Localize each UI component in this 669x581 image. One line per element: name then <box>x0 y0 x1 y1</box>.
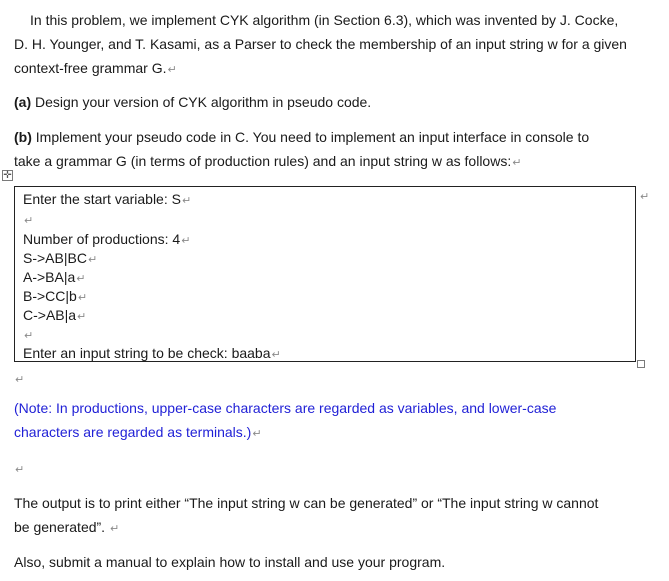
paragraph-mark-icon: ↵ <box>181 235 191 247</box>
manual-text: Also, submit a manual to explain how to install and use your program. <box>14 554 446 570</box>
intro-text-2: D. H. Younger, and T. Kasami, as a Parser to check the membership of an input string w for a given <box>14 36 627 52</box>
output-text-1: The output is to print either “The input string w can be generated” or “The input string w cannot <box>14 495 599 511</box>
part-b-label: (b) <box>14 129 32 145</box>
row-end-mark-icon: ↵ <box>640 191 650 203</box>
part-b-line1 <box>14 125 638 149</box>
paragraph-mark-icon: ↵ <box>77 311 87 323</box>
paragraph-mark-icon: ↵ <box>512 157 522 169</box>
production-line: A->BA|a↵ <box>23 269 86 285</box>
output-line1 <box>14 491 638 515</box>
paragraph-mark-icon: ↵ <box>15 464 25 476</box>
intro-paragraph-line2 <box>14 32 638 56</box>
console-example-box <box>14 186 636 362</box>
note-line2 <box>14 420 638 446</box>
manual-paragraph <box>14 550 638 574</box>
paragraph-mark-icon: ↵ <box>252 428 262 440</box>
paragraph-mark-icon: ↵ <box>87 254 98 266</box>
part-a-label: (a) <box>14 94 32 110</box>
production-line: S->AB|BC↵ <box>23 250 98 266</box>
paragraph-mark-icon: ↵ <box>24 330 34 342</box>
paragraph-mark-icon: ↵ <box>76 273 86 285</box>
part-b-text-2: take a grammar G (in terms of production rules) and an input string w as follows: <box>14 153 512 169</box>
table-move-handle-icon[interactable]: ✛ <box>3 170 12 181</box>
production-line: B->CC|b↵ <box>23 288 88 304</box>
note-text-2: characters are regarded as terminals.) <box>14 424 252 440</box>
part-b-text-1: Implement your pseudo code in C. You need to implement an input interface in console to <box>31 129 590 145</box>
note-line1 <box>14 396 638 420</box>
paragraph-mark-icon: ↵ <box>167 64 177 76</box>
table-resize-handle-icon[interactable] <box>637 360 645 368</box>
paragraph-mark-icon: ↵ <box>271 349 281 361</box>
paragraph-mark-icon: ↵ <box>77 292 88 304</box>
intro-paragraph-line3 <box>14 56 638 82</box>
paragraph-mark-icon: ↵ <box>15 374 25 386</box>
production-line: C->AB|a↵ <box>23 307 87 323</box>
paragraph-mark-icon: ↵ <box>181 195 192 207</box>
start-variable-line: Enter the start variable: S↵ <box>23 191 192 207</box>
paragraph-mark-icon: ↵ <box>24 215 34 227</box>
empty-paragraph <box>14 456 638 482</box>
paragraph-mark-icon: ↵ <box>109 523 120 535</box>
intro-text-3: context-free grammar G. <box>14 60 167 76</box>
note-text-1: (Note: In productions, upper-case characters are regarded as variables, and lower-case <box>14 400 557 416</box>
part-b-line2 <box>14 149 638 175</box>
part-a <box>14 90 638 114</box>
output-text-2: be generated”. <box>14 519 106 535</box>
empty-paragraph <box>14 366 638 392</box>
output-line2 <box>14 515 638 541</box>
intro-text-1: In this problem, we implement CYK algorithm (in Section 6.3), which was invented by J. Cocke, <box>30 12 619 28</box>
empty-line <box>23 209 33 231</box>
intro-paragraph-line1 <box>14 8 638 32</box>
input-string-line: Enter an input string to be check: baaba↵ <box>23 345 281 361</box>
num-productions-line: Number of productions: 4↵ <box>23 231 191 247</box>
part-a-text: Design your version of CYK algorithm in pseudo code. <box>31 94 372 110</box>
